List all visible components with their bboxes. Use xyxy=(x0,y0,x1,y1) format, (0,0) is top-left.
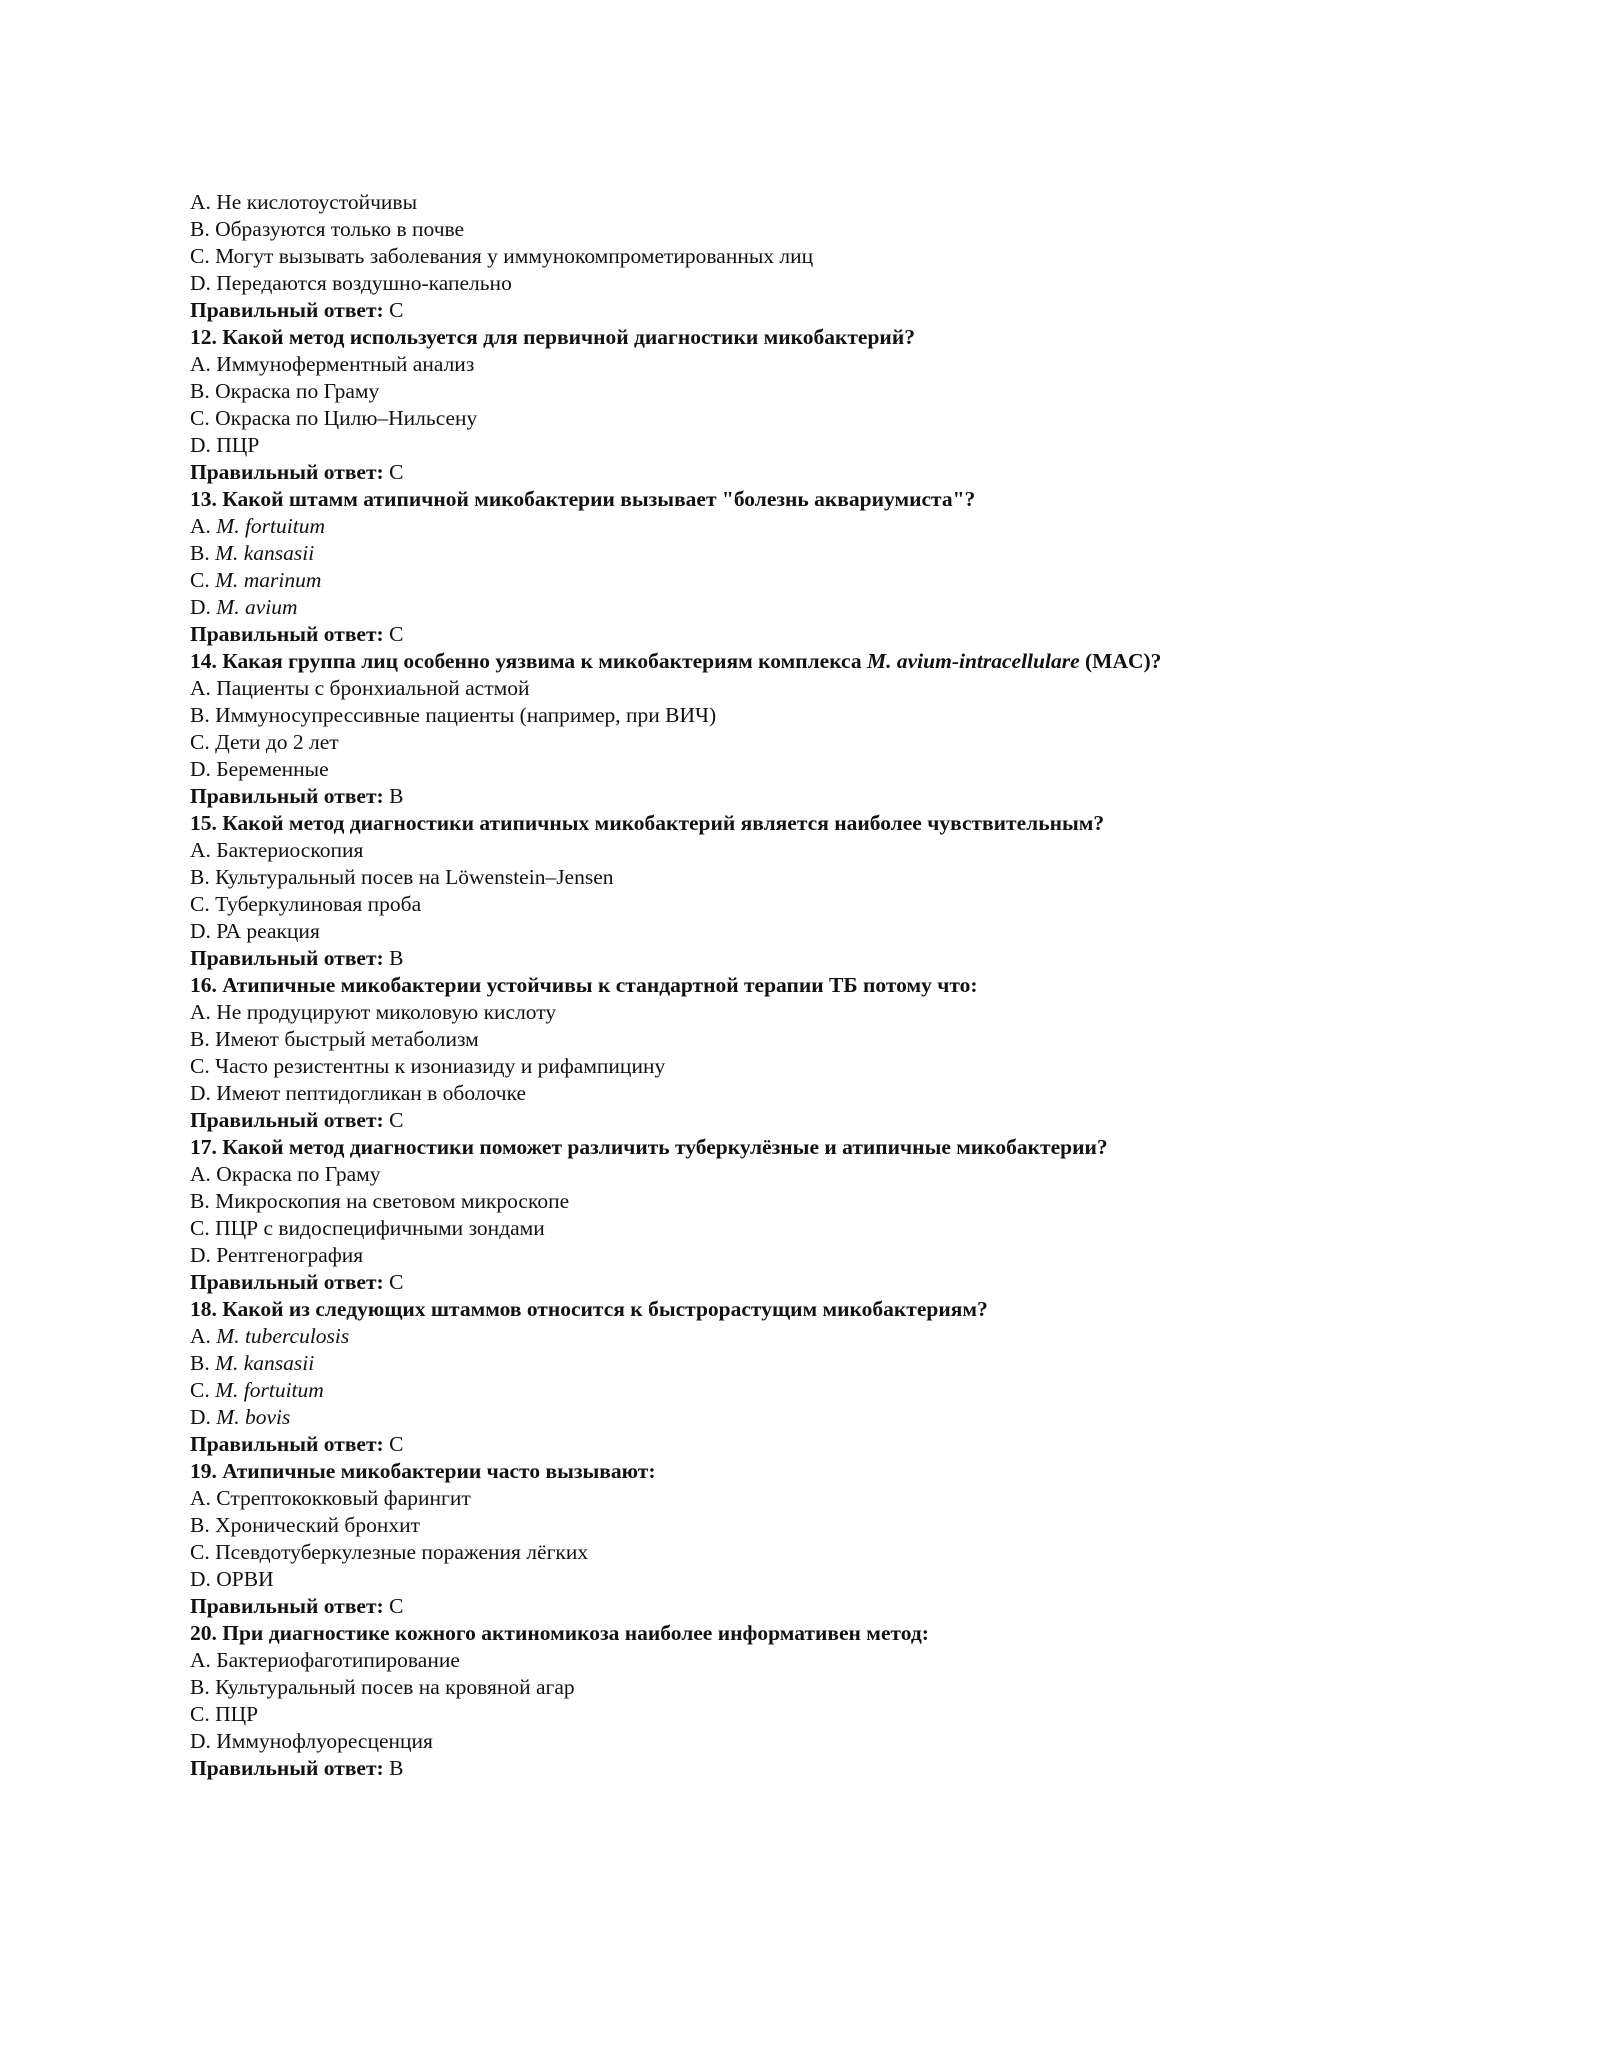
question-species: M. avium-intracellulare xyxy=(867,649,1080,673)
q13-question: 13. Какой штамм атипичной микобактерии вызывает "болезнь аквариумиста"? xyxy=(190,487,976,511)
option-prefix: D. xyxy=(190,1405,211,1429)
option-prefix: A. xyxy=(190,1324,211,1348)
q16-question: 16. Атипичные микобактерии устойчивы к стандартной терапии ТБ потому что: xyxy=(190,973,978,997)
q12-option-c: C. Окраска по Цилю–Нильсену xyxy=(190,406,478,430)
q20-question: 20. При диагностике кожного актиномикоза наиболее информативен метод: xyxy=(190,1621,929,1645)
q17-option-c: C. ПЦР с видоспецифичными зондами xyxy=(190,1216,545,1240)
option-text: M. bovis xyxy=(216,1405,291,1429)
answer-value: C xyxy=(389,460,404,484)
q15-option-d: D. РА реакция xyxy=(190,919,320,943)
answer-value: C xyxy=(389,298,404,322)
q16-option-d: D. Имеют пептидогликан в оболочке xyxy=(190,1081,527,1105)
answer-label: Правильный ответ: xyxy=(190,1270,384,1294)
q12-question: 12. Какой метод используется для первичной диагностики микобактерий? xyxy=(190,325,915,349)
option-text: M. tuberculosis xyxy=(216,1324,350,1348)
q11-option-c: C. Могут вызывать заболевания у иммунокомпрометированных лиц xyxy=(190,244,814,268)
q18-option-c xyxy=(190,1377,1450,1404)
q13-option-c xyxy=(190,567,1450,594)
answer-value: C xyxy=(389,1594,404,1618)
option-prefix: C. xyxy=(190,568,210,592)
q14-answer xyxy=(190,783,1450,810)
q16-option-c: C. Часто резистентны к изониазиду и рифампицину xyxy=(190,1054,666,1078)
question-text: 14. Какая группа лиц особенно уязвима к микобактериям комплекса xyxy=(190,649,862,673)
q11-option-a: A. Не кислотоустойчивы xyxy=(190,190,418,214)
option-prefix: A. xyxy=(190,514,211,538)
option-text: M. marinum xyxy=(215,568,322,592)
answer-label: Правильный ответ: xyxy=(190,1108,384,1132)
q14-option-c: C. Дети до 2 лет xyxy=(190,730,339,754)
q18-option-a xyxy=(190,1323,1450,1350)
q18-question: 18. Какой из следующих штаммов относится к быстрорастущим микобактериям? xyxy=(190,1297,988,1321)
q14-option-a: A. Пациенты с бронхиальной астмой xyxy=(190,676,530,700)
question-text-end: (MAC)? xyxy=(1085,649,1162,673)
answer-label: Правильный ответ: xyxy=(190,946,384,970)
answer-label: Правильный ответ: xyxy=(190,1432,384,1456)
q18-option-b xyxy=(190,1350,1450,1377)
q20-option-c: C. ПЦР xyxy=(190,1702,259,1726)
answer-label: Правильный ответ: xyxy=(190,622,384,646)
q19-option-a: A. Стрептококковый фарингит xyxy=(190,1486,471,1510)
q20-option-d: D. Иммунофлуоресценция xyxy=(190,1729,433,1753)
option-prefix: B. xyxy=(190,1351,210,1375)
q13-option-d xyxy=(190,594,1450,621)
q19-question: 19. Атипичные микобактерии часто вызывают: xyxy=(190,1459,656,1483)
option-prefix: D. xyxy=(190,595,211,619)
answer-label: Правильный ответ: xyxy=(190,1594,384,1618)
answer-value: B xyxy=(389,946,404,970)
q15-option-b: B. Культуральный посев на Löwenstein–Jensen xyxy=(190,865,614,889)
answer-label: Правильный ответ: xyxy=(190,298,384,322)
answer-value: C xyxy=(389,1108,404,1132)
answer-value: C xyxy=(389,1270,404,1294)
q19-answer xyxy=(190,1593,1450,1620)
q17-option-d: D. Рентгенография xyxy=(190,1243,364,1267)
q13-option-a xyxy=(190,513,1450,540)
q17-option-b: B. Микроскопия на световом микроскопе xyxy=(190,1189,570,1213)
q18-option-d xyxy=(190,1404,1450,1431)
q14-question xyxy=(190,648,1450,675)
q14-option-b: B. Иммуносупрессивные пациенты (например, при ВИЧ) xyxy=(190,703,717,727)
q18-answer xyxy=(190,1431,1450,1458)
q19-option-b: B. Хронический бронхит xyxy=(190,1513,420,1537)
q15-option-c: C. Туберкулиновая проба xyxy=(190,892,422,916)
q12-answer xyxy=(190,459,1450,486)
q19-option-c: C. Псевдотуберкулезные поражения лёгких xyxy=(190,1540,589,1564)
answer-value: B xyxy=(389,1756,404,1780)
option-text: M. fortuitum xyxy=(216,514,325,538)
answer-value: C xyxy=(389,1432,404,1456)
option-text: M. avium xyxy=(216,595,298,619)
option-text: M. fortuitum xyxy=(215,1378,324,1402)
q12-option-a: A. Иммуноферментный анализ xyxy=(190,352,475,376)
q15-answer xyxy=(190,945,1450,972)
answer-label: Правильный ответ: xyxy=(190,460,384,484)
answer-value: C xyxy=(389,622,404,646)
q19-option-d: D. ОРВИ xyxy=(190,1567,274,1591)
option-text: M. kansasii xyxy=(215,541,315,565)
answer-label: Правильный ответ: xyxy=(190,1756,384,1780)
q20-answer xyxy=(190,1755,1450,1782)
q16-option-b: B. Имеют быстрый метаболизм xyxy=(190,1027,479,1051)
option-prefix: B. xyxy=(190,541,210,565)
q12-option-d: D. ПЦР xyxy=(190,433,260,457)
q14-option-d: D. Беременные xyxy=(190,757,329,781)
q11-option-b: B. Образуются только в почве xyxy=(190,217,465,241)
q17-option-a: A. Окраска по Граму xyxy=(190,1162,381,1186)
q15-question: 15. Какой метод диагностики атипичных микобактерий является наиболее чувствительным? xyxy=(190,811,1105,835)
answer-value: B xyxy=(389,784,404,808)
option-prefix: C. xyxy=(190,1378,210,1402)
q11-answer xyxy=(190,297,1450,324)
q13-option-b xyxy=(190,540,1450,567)
q12-option-b: B. Окраска по Граму xyxy=(190,379,380,403)
q13-answer xyxy=(190,621,1450,648)
document-page xyxy=(190,189,1450,1782)
option-text: M. kansasii xyxy=(215,1351,315,1375)
q16-option-a: A. Не продуцируют миколовую кислоту xyxy=(190,1000,557,1024)
q20-option-b: B. Культуральный посев на кровяной агар xyxy=(190,1675,575,1699)
q16-answer xyxy=(190,1107,1450,1134)
answer-label: Правильный ответ: xyxy=(190,784,384,808)
q17-question: 17. Какой метод диагностики поможет различить туберкулёзные и атипичные микобактерии? xyxy=(190,1135,1108,1159)
q15-option-a: A. Бактериоскопия xyxy=(190,838,364,862)
q11-option-d: D. Передаются воздушно-капельно xyxy=(190,271,512,295)
q20-option-a: A. Бактериофаготипирование xyxy=(190,1648,460,1672)
q17-answer xyxy=(190,1269,1450,1296)
